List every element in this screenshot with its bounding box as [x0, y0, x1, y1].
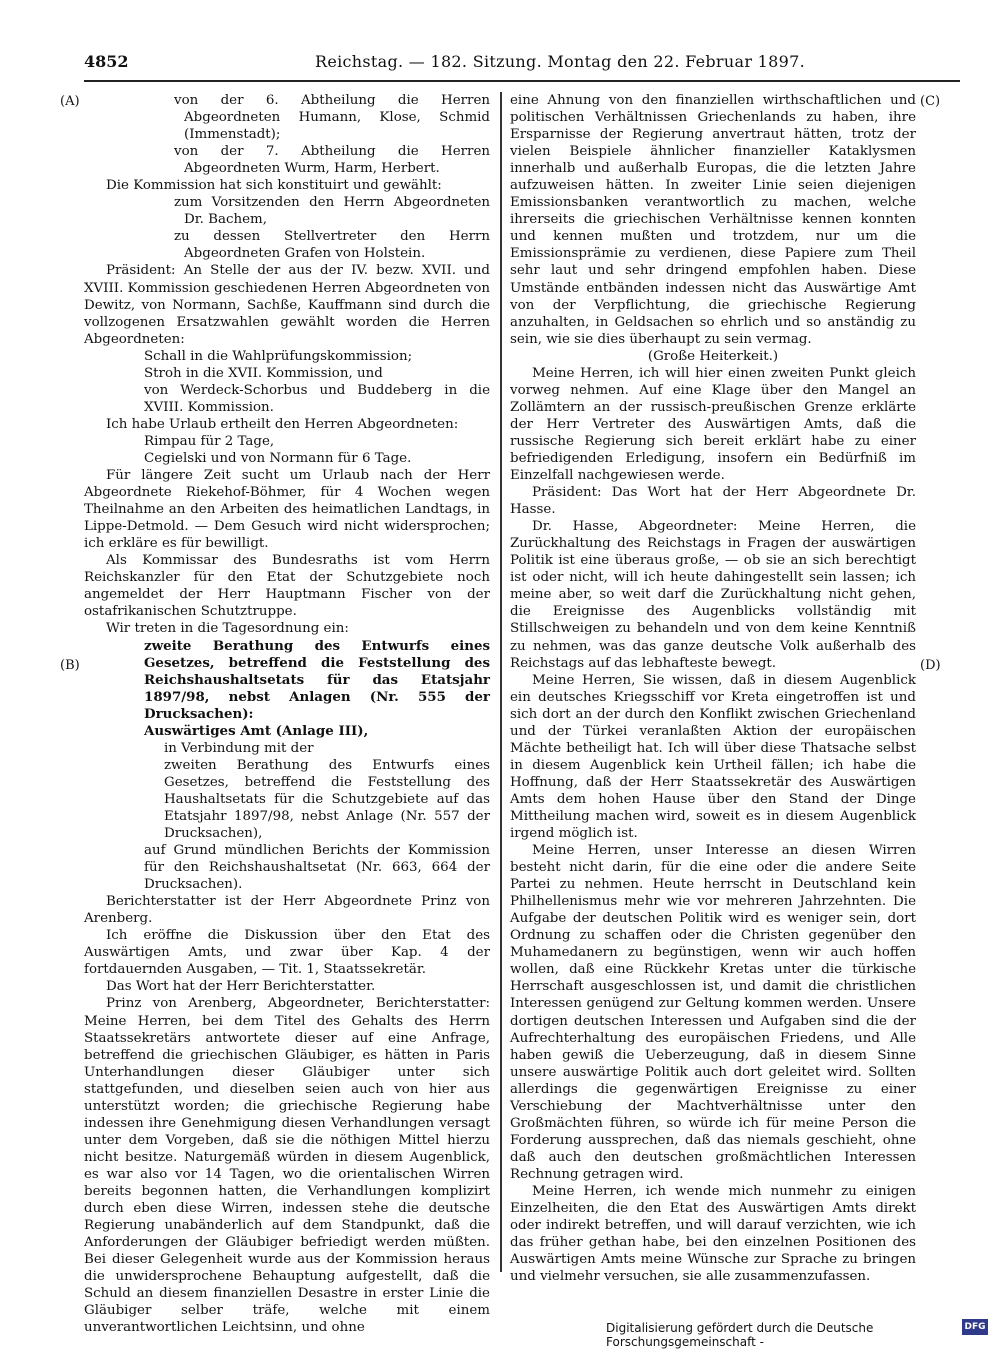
footer-text: Digitalisierung gefördert durch die Deutsche Forschungsgemeinschaft - [606, 1321, 874, 1349]
agenda-item: zweite Berathung des Entwurfs eines Gesetzes, betreffend die Feststellung des Reichshaushaltsetats für das Etatsjahr 1897/98, nebst Anlagen (Nr. 555 der Drucksachen): [144, 637, 490, 722]
paragraph: (Große Heiterkeit.) [647, 348, 779, 364]
paragraph: Meine Herren, unser Interesse an diesen Wirren besteht nicht darin, für die eine oder die andere Seite Partei zu nehmen. Heute herrscht in Deutschland kein Philhellenismus mehr wie vor mehreren Jahrzehnten. Die Aufgabe der deutschen Politik wird es weniger sein, dort Ordnung zu schaffen oder die Christen gegenüber den Muhamedanern zu begünstigen, wenn wir auch hoffen wollen, daß eine Rückkehr Kretas unter die türkische Herrschaft ausgeschlossen ist, und damit die christlichen Interessen genügend zur Geltung kommen werden. Unsere dortigen deutschen Interessen und Aufgaben sind die der Aufrechterhaltung des europäischen Friedens, und Alle haben gewiß die Ueberzeugung, daß in diesem Sinne unsere auswärtige Politik auch dort geleitet wird. Sollten allerdings die gegenwärtigen Ereignisse zu einer Verschiebung der Machtverhältnisse unter den Großmächten führen, so würde ich für meine Person die Forderung aussprechen, daß das niemals geschieht, ohne daß auch den deutschen großmächtlichen Interessen Rechnung getragen wird. [510, 843, 916, 1182]
paragraph: Wir treten in die Tagesordnung ein: [106, 621, 349, 637]
column-divider [500, 92, 502, 1272]
paragraph: von Werdeck-Schorbus und Buddeberg in die XVIII. Kommission. [144, 382, 490, 415]
paragraph: Berichterstatter ist der Herr Abgeordnete Prinz von Arenberg. [84, 894, 490, 927]
paragraph: Präsident: An Stelle der aus der IV. bezw. XVII. und XVIII. Kommission geschiedenen Herren Abgeordneten von Dewitz, von Normann, Sachße, Kauffmann sind durch die vollzogenen Ersatzwahlen gewählt worden die Herren Abgeordneten: [84, 263, 490, 347]
paragraph: Für längere Zeit sucht um Urlaub nach der Herr Abgeordnete Riekehof-Böhmer, für 4 Wochen wegen Theilnahme an den Arbeiten des heimatlichen Landtags, in Lippe-Detmold. — Dem Gesuch wird nicht widersprochen; ich erkläre es für bewilligt. [84, 468, 490, 552]
paragraph: Meine Herren, Sie wissen, daß in diesem Augenblick ein deutsches Kriegsschiff vor Kreta eingetroffen ist und sich dort an der durch den Konflikt zwischen Griechenland und der Türkei veranlaßten Aktion der europäischen Mächte betheiligt hat. Ich will über diese Thatsache selbst in diesem Augenblick kein Urtheil fällen; ich habe die Hoffnung, daß der Herr Staatssekretär des Auswärtigen Amts dem hohen Hause über den Stand der Dinge Mittheilung machen wird, soweit es in diesem Augenblick irgend möglich ist. [510, 672, 916, 842]
paragraph: von der 6. Abtheilung die Herren Abgeordneten Humann, Klose, Schmid (Immenstadt); [174, 93, 490, 143]
page-header [60, 52, 960, 76]
agenda-subitem: Auswärtiges Amt (Anlage III), [144, 722, 369, 739]
paragraph: eine Ahnung von den finanziellen wirthschaftlichen und politischen Verhältnissen Griechenlands zu haben, ihre Ersparnisse der Regierung anvertraut hätten, trotz der vielen Beispiele ähnlicher finanzieller Kataklysmen innerhalb und außerhalb Europas, die die letzten Jahre aufzuweisen hätten. In zweiter Linie seien diejenigen Emissionsbanken verantwortlich zu machen, welche ihrerseits die griechischen Verhältnisse kennen konnten und kennen mußten und trotzdem, nur um die Emissionsprämie zu verdienen, diese Papiere zum Theil sehr laut und sehr dringend empfohlen haben. Diese Umstände entbänden indessen nicht das Auswärtige Amt von der Verpflichtung, die griechische Regierung anzuhalten, in Geldsachen so ehrlich und so anständig zu sein, wie sie dies überhaupt zu sein vermag. [510, 93, 916, 347]
page-number: 4852 [84, 52, 129, 71]
paragraph: Schall in die Wahlprüfungskommission; [144, 348, 413, 364]
paragraph: zum Vorsitzenden den Herrn Abgeordneten Dr. Bachem, [174, 195, 490, 228]
paragraph: Meine Herren, ich will hier einen zweiten Punkt gleich vorweg nehmen. Auf eine Klage über den Mangel an Zollämtern an der russisch-preußischen Grenze erklärte der Herr Vertreter des Auswärtigen Amts, daß die russische Regierung sich bereit erklärt habe zu einer befriedigenden Erledigung, insofern ein Bedürfniß im Einzelfall nachgewiesen werde. [510, 365, 916, 484]
margin-marker-c: (C) [920, 94, 941, 109]
paragraph: Dr. Hasse, Abgeordneter: Meine Herren, die Zurückhaltung des Reichstags in Fragen der auswärtigen Politik ist eine überaus große, — ob sie an sich berechtigt ist oder nicht, will ich heute dahingestellt sein lassen; ich meine aber, so weit darf die Zurückhaltung nicht gehen, die Ereignisse des Augenblicks vollständig mit Stillschweigen zu behandeln und von dem keine Kenntniß zu nehmen, was das ganze deutsche Volk außerhalb des Reichstags auf das lebhafteste bewegt. [510, 519, 916, 671]
paragraph: Als Kommissar des Bundesraths ist vom Herrn Reichskanzler für den Etat der Schutzgebiete noch angemeldet der Herr Hauptmann Fischer von der ostafrikanischen Schutztruppe. [84, 553, 490, 620]
dfg-logo: DFG [962, 1319, 988, 1335]
margin-marker-d: (D) [920, 658, 941, 673]
paragraph: Rimpau für 2 Tage, [144, 433, 275, 449]
paragraph: Ich eröffne die Diskussion über den Etat des Auswärtigen Amts, und zwar über Kap. 4 der fortdauernden Ausgaben, — Tit. 1, Staatssekretär. [84, 928, 490, 978]
paragraph: Prinz von Arenberg, Abgeordneter, Berichterstatter: Meine Herren, bei dem Titel des Gehalts des Herrn Staatssekretärs antwortete dieser auf eine Anfrage, betreffend die griechischen Gläubiger, es hätten in Paris Unterhandlungen dieser Gläubiger unter sich stattgefunden, und dieselben seien auch von hier aus unterstützt worden; die griechische Regierung habe indessen ihre Genehmigung diesen Verhandlungen versagt unter dem Vorgeben, daß sie die nöthigen Mittel hierzu nicht besitze. Naturgemäß würden in diesem Augenblick, es war also vor 14 Tagen, wo die orientalischen Wirren bereits begonnen hatten, die Verhandlungen komplizirt durch eben diese Wirren, indessen stehe die deutsche Regierung unabänderlich auf dem Standpunkt, daß die Anforderungen der Gläubiger befriedigt werden müßten. Bei dieser Gelegenheit wurde aus der Kommission heraus die unwidersprochene Behauptung aufgestellt, daß die Schuld an diesem finanziellen Desastre in erster Linie die Gläubiger selber träfe, welche mit einem unverantwortlichen Leichtsinn, und ohne [84, 996, 490, 1336]
margin-marker-a: (A) [60, 94, 80, 109]
paragraph: von der 7. Abtheilung die Herren Abgeordneten Wurm, Harm, Herbert. [174, 144, 490, 177]
running-title: Reichstag. — 182. Sitzung. Montag den 22. Februar 1897. [315, 52, 805, 71]
paragraph: Präsident: Das Wort hat der Herr Abgeordnete Dr. Hasse. [510, 485, 916, 518]
margin-marker-b: (B) [60, 658, 80, 673]
paragraph: zu dessen Stellvertreter den Herrn Abgeordneten Grafen von Holstein. [174, 229, 490, 262]
paragraph: in Verbindung mit der [164, 740, 314, 756]
paragraph: Die Kommission hat sich konstituirt und gewählt: [106, 178, 442, 194]
paragraph: Meine Herren, ich wende mich nunmehr zu einigen Einzelheiten, die den Etat des Auswärtigen Amts direkt oder indirekt betreffen, und will darauf verzichten, wie ich das früher gethan habe, bei den einzelnen Positionen des Auswärtigen Amts meine Wünsche zur Sprache zu bringen und vielmehr versuchen, sie alle zusammenzufassen. [510, 1184, 916, 1285]
paragraph: zweiten Berathung des Entwurfs eines Gesetzes, betreffend die Feststellung des Haushaltsetats für die Schutzgebiete auf das Etatsjahr 1897/98, nebst Anlage (Nr. 557 der Drucksachen), [164, 757, 490, 842]
right-column [510, 92, 916, 1285]
paragraph: auf Grund mündlichen Berichts der Kommission für den Reichshaushaltsetat (Nr. 663, 664 der Drucksachen). [144, 843, 490, 893]
paragraph: Stroh in die XVII. Kommission, und [144, 365, 383, 381]
header-rule [84, 80, 960, 82]
paragraph: Das Wort hat der Herr Berichterstatter. [106, 979, 376, 995]
footer [606, 1318, 986, 1349]
paragraph: Cegielski und von Normann für 6 Tage. [144, 450, 412, 466]
left-column [84, 92, 490, 1336]
paragraph: Ich habe Urlaub ertheilt den Herren Abgeordneten: [106, 416, 459, 432]
